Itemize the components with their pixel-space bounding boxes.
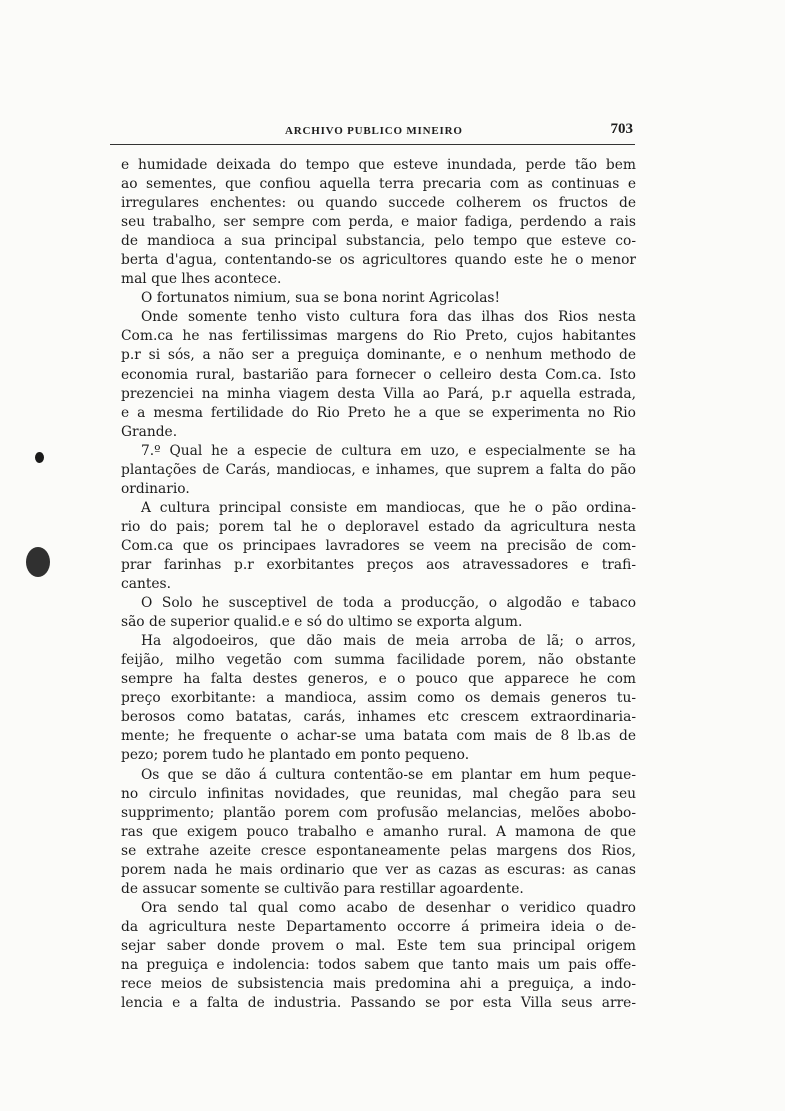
text-line: da agricultura neste Departamento occorre á primeira ideia o de-: [121, 918, 636, 935]
text-line: Com.ca que os principaes lavradores se veem na precisão de com-: [121, 537, 636, 554]
text-line: sejar saber donde provem o mal. Este tem sua principal origem: [121, 937, 636, 954]
text-line: p.r si sós, a não ser a preguiça dominante, e o nenhum methodo de: [121, 347, 636, 364]
header-rule: [110, 144, 635, 145]
text-line: e humidade deixada do tempo que esteve inundada, perde tão bem: [121, 157, 636, 173]
text-line: na preguiça e indolencia: todos sabem que tanto mais um pais offe-: [121, 956, 636, 973]
running-title: ARCHIVO PUBLICO MINEIRO: [285, 125, 463, 137]
text-line: Os que se dão á cultura contentão-se em plantar em hum peque-: [141, 766, 636, 783]
page-header: [110, 119, 635, 145]
text-line: O fortunatos nimium, sua se bona norint Agricolas!: [141, 290, 501, 307]
text-line: irregulares enchentes: ou quando succede colherem os fructos de: [121, 195, 636, 212]
text-line: de mandioca a sua principal substancia, pelo tempo que esteve co-: [121, 233, 636, 250]
text-line: e a mesma fertilidade do Rio Preto he a que se experimenta no Rio: [121, 404, 636, 421]
text-line: Ha algodoeiros, que dão mais de meia arroba de lã; o arros,: [141, 633, 636, 650]
text-line: Ora sendo tal qual como acabo de desenhar o veridico quadro: [141, 899, 636, 916]
text-line: Grande.: [121, 423, 178, 440]
text-line: supprimento; plantão porem com profusão melancias, melões abobo-: [121, 804, 636, 821]
text-line: pezo; porem tudo he plantado em ponto pequeno.: [121, 747, 470, 764]
text-line: ras que exigem pouco trabalho e amanho rural. A mamona de que: [121, 823, 636, 840]
text-line: rio do pais; porem tal he o deploravel estado da agricultura nesta: [121, 518, 636, 535]
text-line: rece meios de subsistencia mais predomina ahi a preguiça, a indo-: [121, 976, 636, 993]
text-line: Com.ca he nas fertilissimas margens do Rio Preto, cujos habitantes: [121, 328, 636, 345]
text-line: preço exorbitante: a mandioca, assim como os demais generos tu-: [121, 690, 636, 707]
text-line: seu trabalho, ser sempre com perda, e maior fadiga, perdendo a rais: [121, 214, 636, 231]
text-line: porem nada he mais ordinario que ver as cazas as escuras: as canas: [121, 861, 636, 878]
text-line: ordinario.: [121, 480, 190, 497]
text-line: 7.º Qual he a especie de cultura em uzo, e especialmente se ha: [141, 442, 636, 459]
text-line: feijão, milho vegetão com summa facilidade porem, não obstante: [121, 652, 636, 669]
text-line: no circulo infinitas novidades, que reunidas, mal chegão para seu: [121, 785, 636, 802]
text-line: prar farinhas p.r exorbitantes preços aos atravessadores e trafi-: [121, 556, 636, 573]
text-line: O Solo he susceptivel de toda a producção, o algodão e tabaco: [141, 595, 636, 612]
text-line: plantações de Carás, mandiocas, e inhames, que suprem a falta do pão: [121, 461, 636, 478]
text-line: A cultura principal consiste em mandiocas, que he o pão ordina-: [141, 499, 636, 516]
text-line: economia rural, bastarião para fornecer o celleiro desta Com.ca. Isto: [121, 366, 636, 383]
text-line: são de superior qualid.e e só do ultimo se exporta algum.: [121, 614, 523, 631]
text-line: berosos como batatas, carás, inhames etc crescem extraordinaria-: [121, 709, 636, 726]
body-text: [121, 156, 636, 1013]
ink-blot: [26, 547, 50, 577]
text-line: sempre ha falta destes generos, e o pouco que apparece he com: [121, 671, 636, 688]
text-line: Onde somente tenho visto cultura fora das ilhas dos Rios nesta: [141, 309, 636, 326]
text-line: prezenciei na minha viagem desta Villa ao Pará, p.r aquella estrada,: [121, 385, 636, 402]
text-line: cantes.: [121, 576, 172, 593]
text-line: de assucar somente se cultivão para restillar agoardente.: [121, 880, 524, 897]
text-line: mente; he frequente o achar-se uma batata com mais de 8 lb.as de: [121, 728, 636, 745]
ink-spot: [35, 452, 44, 463]
text-line: mal que lhes acontece.: [121, 271, 282, 288]
text-line: se extrahe azeite cresce espontaneamente pelas margens dos Rios,: [121, 842, 636, 859]
text-line: lencia e a falta de industria. Passando se por esta Villa seus arre-: [121, 995, 636, 1012]
page-number: 703: [610, 121, 633, 137]
text-line: berta d'agua, contentando-se os agricultores quando este he o menor: [121, 252, 636, 269]
text-line: ao sementes, que confiou aquella terra precaria com as continuas e: [121, 176, 636, 193]
